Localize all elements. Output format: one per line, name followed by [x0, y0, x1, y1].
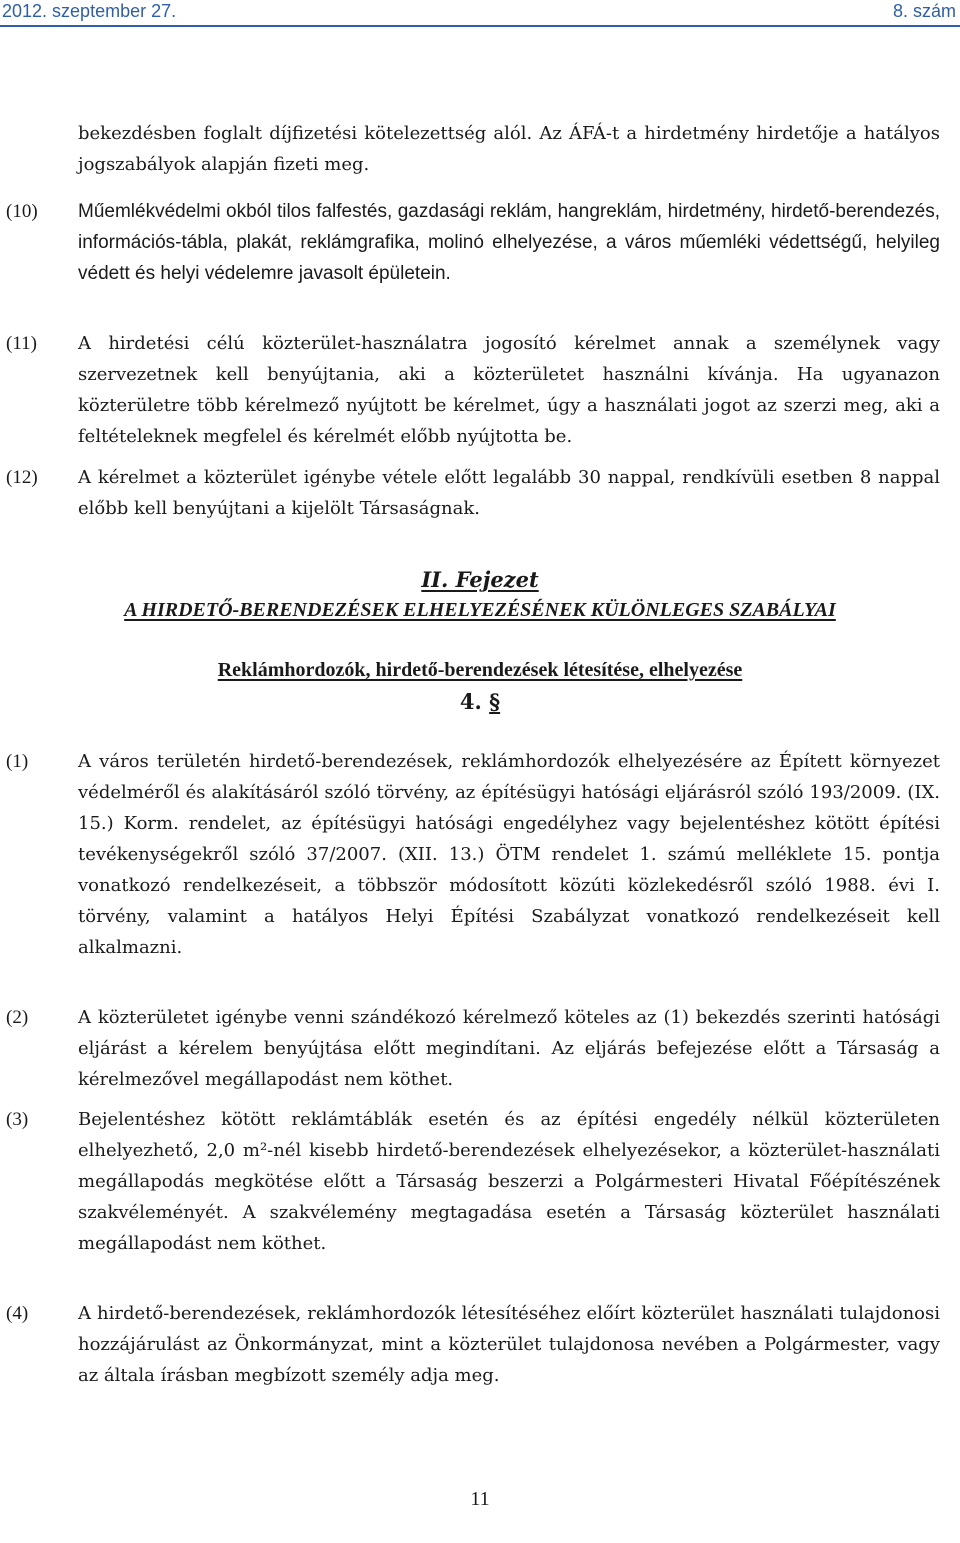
paragraph-text: Bejelentéshez kötött reklámtáblák esetén és az építési engedély nélkül közterületen elhelyezhető, 2,0 m²-nél kisebb hirdető-berendezések elhelyezésekor, a közterület-használati megállapodás megkötése előtt a Társaság beszerzi a Polgármesteri Hivatal Főépítészének szakvéleményét. A szakvélemény megtagadása esetén a Társaság közterület használati megállapodást nem köthet.	[78, 1109, 940, 1254]
chapter-subtitle: A HIRDETŐ-BERENDEZÉSEK ELHELYEZÉSÉNEK KÜLÖNLEGES SZABÁLYAI	[124, 599, 836, 621]
paragraph-text: A város területén hirdető-berendezések, reklámhordozók elhelyezésére az Épített környezet védelméről és alakításáról szóló törvény, az építésügyi hatósági eljárásról szóló 193/2009. (IX. 15.) Korm. rendelet, az építésügyi hatósági engedélyhez vagy bejelentéshez kötött építési tevékenységekről szóló 37/2007. (XII. 13.) ÖTM rendelet 1. számú melléklete 15. pontja vonatkozó rendelkezéseit, a többször módosított közúti közlekedésről szóló 1988. évi I. törvény, valamint a hatályos Helyi Építési Szabályzat vonatkozó rendelkezéseit kell alkalmazni.	[78, 751, 940, 958]
paragraph-text: Műemlékvédelmi okból tilos falfestés, gazdasági reklám, hangreklám, hirdetmény, hirdető-berendezés, információs-tábla, plakát, reklámgrafika, molinó elhelyezése, a város műemléki védettségű, helyileg védett és helyi védelemre javasolt épületein.	[78, 201, 940, 284]
paragraph-number: (12)	[6, 467, 38, 488]
paragraph-number: (3)	[6, 1109, 29, 1130]
section-number-value: 4.	[459, 689, 482, 714]
paragraph-text: A hirdető-berendezések, reklámhordozók létesítéséhez előírt közterület használati tulajdonosi hozzájárulást az Önkormányzat, mint a közterület tulajdonosa nevében a Polgármester, vagy az általa írásban megbízott személy adja meg.	[78, 1303, 940, 1386]
paragraph-text: A kérelmet a közterület igénybe vétele előtt legalább 30 nappal, rendkívüli esetben 8 nappal előbb kell benyújtani a kijelölt Társaságnak.	[78, 467, 940, 519]
section-title: Reklámhordozók, hirdető-berendezések létesítése, elhelyezése	[217, 659, 743, 681]
paragraph-number: (11)	[6, 333, 37, 354]
continuation-text: bekezdésben foglalt díjfizetési kötelezettség alól. Az ÁFÁ-t a hirdetmény hirdetője a hatályos jogszabályok alapján fizeti meg.	[78, 123, 940, 175]
header-date: 2012. szeptember 27.	[2, 1, 177, 21]
paragraph-text: A közterületet igénybe venni szándékozó kérelmező köteles az (1) bekezdés szerinti hatósági eljárást a kérelem benyújtása előtt megindítani. Az eljárás befejezése előtt a Társaság a kérelmezővel megállapodást nem köthet.	[78, 1007, 940, 1090]
section-number	[0, 688, 960, 716]
header-issue: 8. szám	[892, 1, 956, 21]
header-divider	[0, 25, 960, 27]
page-number: 11	[470, 1488, 490, 1510]
paragraph-number: (10)	[6, 201, 38, 222]
paragraph-number: (2)	[6, 1007, 29, 1028]
paragraph-text: A hirdetési célú közterület-használatra jogosító kérelmet annak a személynek vagy szervezetnek kell benyújtania, aki a közterületet használni kívánja. Ha ugyanazon közterületre több kérelmező nyújtott be kérelmet, úgy a használati jogot az szerzi meg, aki a feltételeknek megfelel és kérelmét előbb nyújtotta be.	[78, 333, 940, 447]
section-sign: §	[489, 689, 501, 714]
paragraph-number: (4)	[6, 1303, 29, 1324]
page-header	[0, 0, 960, 26]
chapter-title: II. Fejezet	[421, 567, 539, 592]
paragraph-number: (1)	[6, 751, 29, 772]
